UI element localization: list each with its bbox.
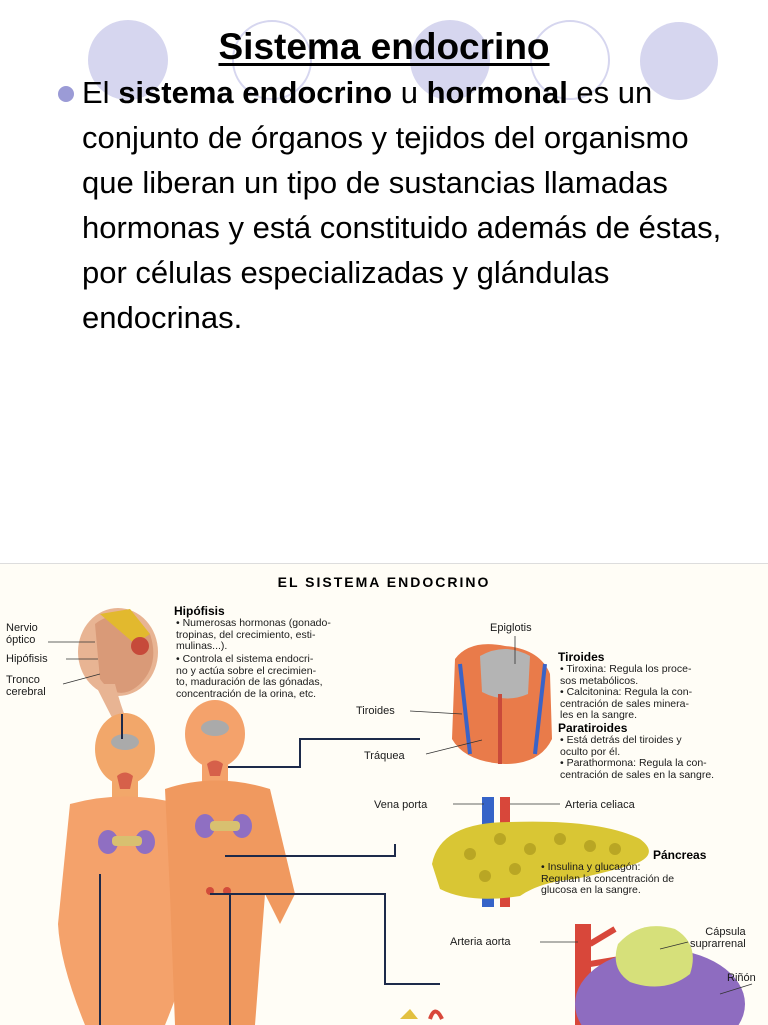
paratiroides-bullet-2: • Parathormona: Regula la con- centración de sales en la sangre. — [560, 757, 715, 781]
paratiroides-heading: Paratiroides — [558, 721, 628, 735]
label-arteria-aorta: Arteria aorta — [450, 936, 511, 948]
endocrine-illustration — [0, 563, 768, 1025]
label-capsula-suprarrenal: Cápsula suprarrenal — [690, 926, 746, 950]
body-paragraph: El sistema endocrino u hormonal es un conjunto de órganos y tejidos del organismo que liberan un tipo de sustancias llamadas hormonas y está constituido además de éstas, por células especializadas y glándulas endocrinas. — [82, 75, 722, 335]
hipofisis-heading: Hipófisis — [174, 604, 225, 618]
pancreas-bullet-1: • Insulina y glucagón: Regulan la concentración de glucosa en la sangre. — [541, 861, 675, 896]
label-tronco-cerebral: Tronco cerebral — [6, 674, 46, 698]
label-rinon: Riñón — [727, 972, 756, 984]
label-epiglotis: Epiglotis — [490, 622, 532, 634]
label-traquea: Tráquea — [364, 750, 405, 762]
illustration-drawing — [0, 564, 768, 1025]
figure-title: EL SISTEMA ENDOCRINO — [277, 574, 491, 590]
label-arteria-celiaca: Arteria celiaca — [565, 799, 635, 811]
paratiroides-bullet-1: • Está detrás del tiroides y oculto por él. — [560, 734, 682, 758]
slide-title: Sistema endocrino — [218, 26, 550, 67]
hipofisis-bullet-1: • Numerosas hormonas (gonado- tropinas, del crecimiento, esti- mulinas...). — [176, 617, 331, 652]
bullet-icon — [58, 86, 74, 102]
tiroides-bullet-1: • Tiroxina: Regula los proce- sos metabólicos. — [560, 663, 692, 687]
label-hipofisis: Hipófisis — [6, 653, 48, 665]
pancreas-heading: Páncreas — [653, 848, 707, 862]
label-nervio-optico: Nervio óptico — [6, 622, 38, 646]
label-vena-porta: Vena porta — [374, 799, 428, 811]
tiroides-heading: Tiroides — [558, 650, 605, 664]
hipofisis-bullet-2: • Controla el sistema endocri- no y actúa sobre el crecimien- to, maduración de las gónadas, concentración de la orina, etc. — [176, 653, 323, 700]
tiroides-bullet-2: • Calcitonina: Regula la con- centración de sales minera- les en la sangre. — [560, 686, 693, 721]
label-tiroides: Tiroides — [356, 705, 395, 717]
